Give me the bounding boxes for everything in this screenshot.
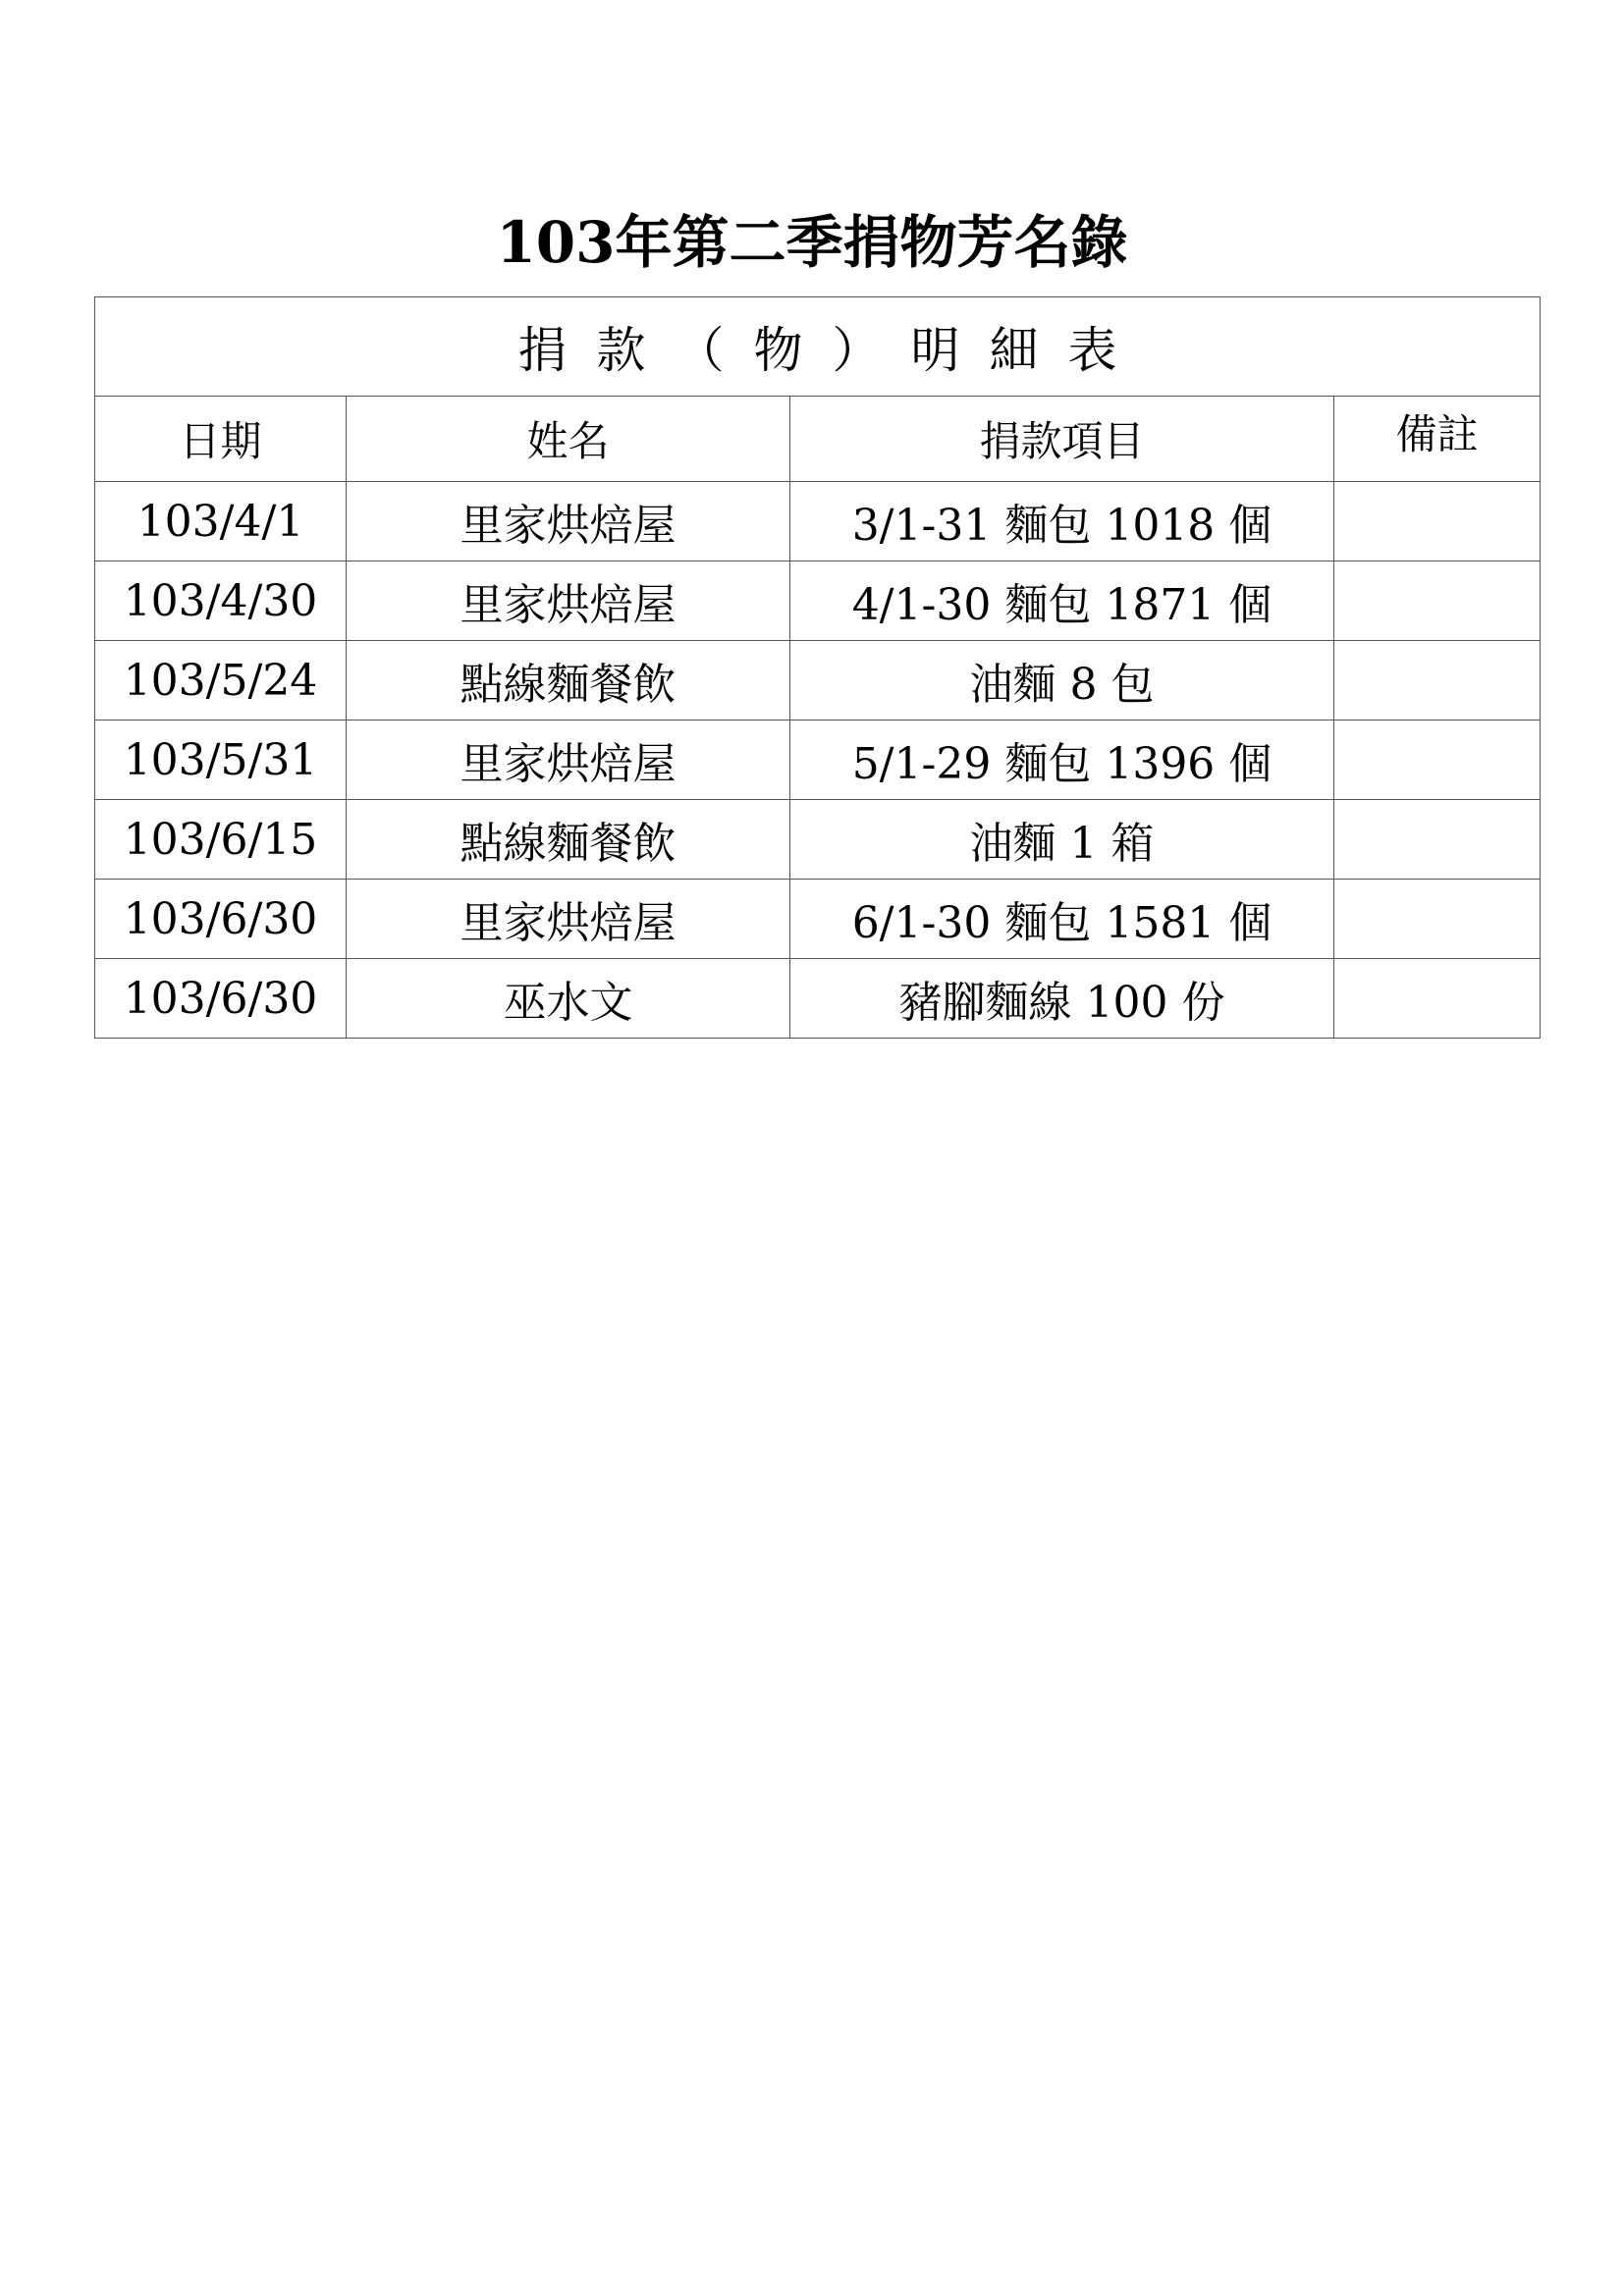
table-row <box>95 561 1541 641</box>
cell-remarks <box>1334 880 1541 959</box>
donation-table-body <box>95 297 1541 1039</box>
header-date: 日期 <box>95 397 347 482</box>
cell-date: 103/6/15 <box>95 800 347 880</box>
donation-table <box>94 296 1541 1039</box>
cell-name: 里家烘焙屋 <box>347 721 790 800</box>
cell-date: 103/4/1 <box>95 482 347 561</box>
cell-item: 油麵 1 箱 <box>790 800 1334 880</box>
cell-remarks <box>1334 641 1541 721</box>
table-caption-cell <box>95 297 1541 397</box>
cell-name: 點線麵餐飲 <box>347 800 790 880</box>
cell-item: 油麵 8 包 <box>790 641 1334 721</box>
header-item: 捐款項目 <box>790 397 1334 482</box>
cell-date: 103/5/24 <box>95 641 347 721</box>
cell-item: 5/1-29 麵包 1396 個 <box>790 721 1334 800</box>
cell-name: 里家烘焙屋 <box>347 880 790 959</box>
table-row <box>95 959 1541 1039</box>
table-row <box>95 641 1541 721</box>
document-title: 103年第二季捐物芳名錄 <box>496 209 1128 276</box>
table-row <box>95 721 1541 800</box>
cell-date: 103/5/31 <box>95 721 347 800</box>
cell-remarks <box>1334 482 1541 561</box>
table-caption-row <box>95 297 1541 397</box>
header-remarks: 備註 <box>1334 397 1541 482</box>
cell-item: 6/1-30 麵包 1581 個 <box>790 880 1334 959</box>
cell-name: 點線麵餐飲 <box>347 641 790 721</box>
table-row <box>95 800 1541 880</box>
cell-remarks <box>1334 800 1541 880</box>
header-name: 姓名 <box>347 397 790 482</box>
cell-item: 3/1-31 麵包 1018 個 <box>790 482 1334 561</box>
cell-remarks <box>1334 959 1541 1039</box>
table-row <box>95 880 1541 959</box>
cell-remarks <box>1334 561 1541 641</box>
cell-name: 里家烘焙屋 <box>347 482 790 561</box>
table-caption: 捐款（物）明細表 <box>517 322 1147 379</box>
cell-name: 巫水文 <box>347 959 790 1039</box>
cell-item: 豬腳麵線 100 份 <box>790 959 1334 1039</box>
cell-date: 103/6/30 <box>95 880 347 959</box>
cell-name: 里家烘焙屋 <box>347 561 790 641</box>
cell-date: 103/6/30 <box>95 959 347 1039</box>
cell-item: 4/1-30 麵包 1871 個 <box>790 561 1334 641</box>
table-header-row <box>95 397 1541 482</box>
cell-date: 103/4/30 <box>95 561 347 641</box>
table-row <box>95 482 1541 561</box>
cell-remarks <box>1334 721 1541 800</box>
